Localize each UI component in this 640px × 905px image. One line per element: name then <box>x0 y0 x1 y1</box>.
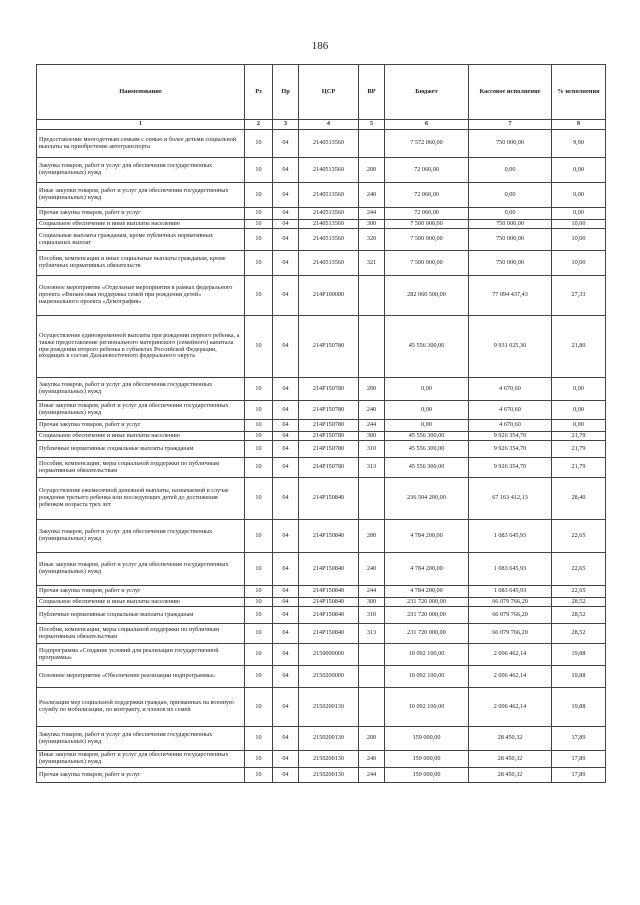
item-name: Основное мероприятие «Отдельные мероприятия в рамках федерального проекта «Финансовая поддержка семей при рождении детей» национального проекта «Демография» <box>37 276 245 316</box>
item-budget: 0,00 <box>385 401 469 420</box>
table-row <box>37 420 606 432</box>
item-cash: 1 083 645,93 <box>469 586 552 598</box>
item-percent: 0,00 <box>552 158 606 183</box>
item-name: Пособия, компенсации и иные социальные выплаты гражданам, кроме публичных нормативных обязательств <box>37 251 245 276</box>
table-row <box>37 598 606 607</box>
item-name: Закупка товаров, работ и услуг для обеспечения государственных (муниципальных) нужд <box>37 727 245 751</box>
item-name: Иные закупки товаров, работ и услуг для обеспечения государственных (муниципальных) нужд <box>37 751 245 768</box>
item-budget: 4 784 200,00 <box>385 586 469 598</box>
item-name: Социальное обеспечение и иные выплаты населению <box>37 220 245 229</box>
item-pr: 04 <box>273 520 299 553</box>
item-pr: 04 <box>273 229 299 251</box>
item-name: Предоставление многодетным семьям с семью и более детьми социальной выплаты на приобретение автотранспорта <box>37 130 245 158</box>
item-budget: 282 060 500,00 <box>385 276 469 316</box>
item-csr: 2140513560 <box>299 183 359 208</box>
item-cash: 2 006 462,14 <box>469 666 552 688</box>
item-rz: 10 <box>245 441 273 458</box>
item-percent: 28,52 <box>552 624 606 644</box>
item-csr: 2150000000 <box>299 644 359 666</box>
item-vr: 240 <box>359 553 385 586</box>
item-csr: 2140513560 <box>299 130 359 158</box>
item-pr: 04 <box>273 688 299 727</box>
item-cash: 2 006 462,14 <box>469 644 552 666</box>
item-percent: 9,90 <box>552 130 606 158</box>
item-csr: 214P150780 <box>299 316 359 378</box>
item-percent: 22,65 <box>552 553 606 586</box>
item-vr: 200 <box>359 378 385 401</box>
item-cash: 750 000,00 <box>469 251 552 276</box>
item-csr: 2140513560 <box>299 251 359 276</box>
item-csr: 2150200130 <box>299 688 359 727</box>
column-number: 7 <box>469 120 552 130</box>
item-rz: 10 <box>245 768 273 783</box>
item-name: Иные закупки товаров, работ и услуг для обеспечения государственных (муниципальных) нужд <box>37 401 245 420</box>
item-rz: 10 <box>245 432 273 441</box>
item-vr: 240 <box>359 751 385 768</box>
item-pr: 04 <box>273 378 299 401</box>
item-vr: 310 <box>359 441 385 458</box>
item-cash: 0,00 <box>469 158 552 183</box>
table-row <box>37 183 606 208</box>
item-cash: 66 079 766,20 <box>469 607 552 624</box>
item-percent: 21,80 <box>552 316 606 378</box>
table-row <box>37 220 606 229</box>
item-vr: 244 <box>359 768 385 783</box>
item-name: Осуществление единовременной выплаты при рождении первого ребенка, а также предоставление регионального материнского (семейного) капитала при рождении второго ребенка в субъектах Российской Федерации, входящих в состав Дальневосточного федерального округа <box>37 316 245 378</box>
item-cash: 0,00 <box>469 208 552 220</box>
item-percent: 27,33 <box>552 276 606 316</box>
item-percent: 21,79 <box>552 458 606 478</box>
item-percent: 19,88 <box>552 666 606 688</box>
item-vr <box>359 478 385 520</box>
item-percent: 17,89 <box>552 768 606 783</box>
item-pr: 04 <box>273 624 299 644</box>
item-percent: 21,79 <box>552 432 606 441</box>
item-rz: 10 <box>245 220 273 229</box>
item-pr: 04 <box>273 401 299 420</box>
item-csr: 214P150780 <box>299 378 359 401</box>
item-name: Осуществление ежемесячной денежной выплаты, назначаемой в случае рождения третьего ребенка или последующих детей до достижения ребенком возраста трех лет <box>37 478 245 520</box>
item-cash: 750 000,00 <box>469 229 552 251</box>
item-percent: 28,52 <box>552 607 606 624</box>
item-cash: 9 926 354,70 <box>469 458 552 478</box>
page-number: 186 <box>311 40 329 52</box>
table-row <box>37 432 606 441</box>
item-pr: 04 <box>273 768 299 783</box>
header-cash: Кассовое исполнение <box>469 65 552 120</box>
item-cash: 77 094 437,43 <box>469 276 552 316</box>
item-pr: 04 <box>273 553 299 586</box>
item-percent: 10,00 <box>552 251 606 276</box>
item-vr <box>359 644 385 666</box>
item-csr: 214P150780 <box>299 401 359 420</box>
item-rz: 10 <box>245 607 273 624</box>
item-csr: 214P150840 <box>299 478 359 520</box>
table-row <box>37 441 606 458</box>
item-pr: 04 <box>273 751 299 768</box>
item-vr <box>359 666 385 688</box>
item-budget: 45 556 300,00 <box>385 432 469 441</box>
column-number: 4 <box>299 120 359 130</box>
item-rz: 10 <box>245 401 273 420</box>
table-row <box>37 520 606 553</box>
item-percent: 0,00 <box>552 420 606 432</box>
item-name: Закупка товаров, работ и услуг для обеспечения государственных (муниципальных) нужд <box>37 158 245 183</box>
table-row <box>37 644 606 666</box>
item-budget: 72 060,00 <box>385 183 469 208</box>
item-pr: 04 <box>273 316 299 378</box>
item-budget: 0,00 <box>385 420 469 432</box>
item-cash: 750 000,00 <box>469 220 552 229</box>
item-pr: 04 <box>273 220 299 229</box>
table-row <box>37 378 606 401</box>
item-pr: 04 <box>273 644 299 666</box>
item-budget: 231 720 000,00 <box>385 624 469 644</box>
item-name: Прочая закупка товаров, работ и услуг <box>37 420 245 432</box>
item-percent: 17,89 <box>552 751 606 768</box>
item-cash: 66 079 766,20 <box>469 598 552 607</box>
item-cash: 28 450,32 <box>469 727 552 751</box>
table-row <box>37 768 606 783</box>
item-name: Реализация мер социальной поддержки граждан, призванных на военную службу по мобилизации, по контракту, и членов их семей <box>37 688 245 727</box>
item-budget: 0,00 <box>385 378 469 401</box>
item-budget: 4 784 200,00 <box>385 520 469 553</box>
item-budget: 72 060,00 <box>385 208 469 220</box>
item-name: Закупка товаров, работ и услуг для обеспечения государственных (муниципальных) нужд <box>37 378 245 401</box>
table-row <box>37 229 606 251</box>
table-row <box>37 688 606 727</box>
item-budget: 7 572 060,00 <box>385 130 469 158</box>
item-name: Прочая закупка товаров, работ и услуг <box>37 768 245 783</box>
item-csr: 2140513560 <box>299 220 359 229</box>
item-vr: 300 <box>359 598 385 607</box>
item-rz: 10 <box>245 229 273 251</box>
item-pr: 04 <box>273 586 299 598</box>
item-rz: 10 <box>245 208 273 220</box>
item-percent: 0,00 <box>552 378 606 401</box>
item-budget: 159 000,00 <box>385 768 469 783</box>
item-budget: 45 556 300,00 <box>385 441 469 458</box>
item-pr: 04 <box>273 666 299 688</box>
table-row <box>37 401 606 420</box>
item-budget: 231 720 000,00 <box>385 598 469 607</box>
item-vr: 321 <box>359 251 385 276</box>
item-budget: 4 784 200,00 <box>385 553 469 586</box>
budget-execution-table <box>36 64 606 783</box>
item-vr: 320 <box>359 229 385 251</box>
header-name: Наименование <box>37 65 245 120</box>
table-row <box>37 553 606 586</box>
item-cash: 66 079 766,20 <box>469 624 552 644</box>
item-csr: 214P150840 <box>299 520 359 553</box>
item-rz: 10 <box>245 624 273 644</box>
item-pr: 04 <box>273 158 299 183</box>
item-rz: 10 <box>245 666 273 688</box>
table-row <box>37 727 606 751</box>
item-vr: 244 <box>359 586 385 598</box>
item-cash: 1 083 645,93 <box>469 520 552 553</box>
item-cash: 28 450,32 <box>469 751 552 768</box>
item-percent: 28,52 <box>552 598 606 607</box>
item-budget: 231 720 000,00 <box>385 607 469 624</box>
item-pr: 04 <box>273 420 299 432</box>
item-name: Закупка товаров, работ и услуг для обеспечения государственных (муниципальных) нужд <box>37 520 245 553</box>
item-pr: 04 <box>273 727 299 751</box>
column-number: 5 <box>359 120 385 130</box>
item-pr: 04 <box>273 441 299 458</box>
item-rz: 10 <box>245 420 273 432</box>
item-name: Основное мероприятие «Обеспечение реализации подпрограммы» <box>37 666 245 688</box>
table-row <box>37 458 606 478</box>
item-name: Иные закупки товаров, работ и услуг для обеспечения государственных (муниципальных) нужд <box>37 553 245 586</box>
item-name: Иные закупки товаров, работ и услуг для обеспечения государственных (муниципальных) нужд <box>37 183 245 208</box>
table-row <box>37 607 606 624</box>
item-budget: 10 092 100,00 <box>385 688 469 727</box>
item-cash: 4 670,60 <box>469 378 552 401</box>
item-pr: 04 <box>273 130 299 158</box>
item-csr: 2140513560 <box>299 229 359 251</box>
item-budget: 72 060,00 <box>385 158 469 183</box>
item-name: Социальное обеспечение и иные выплаты населению <box>37 432 245 441</box>
item-csr: 2140513560 <box>299 158 359 183</box>
header-percent: % исполнения <box>552 65 606 120</box>
item-csr: 214P150840 <box>299 598 359 607</box>
item-budget: 236 504 200,00 <box>385 478 469 520</box>
item-budget: 7 500 000,00 <box>385 220 469 229</box>
item-vr <box>359 130 385 158</box>
item-vr: 244 <box>359 420 385 432</box>
item-vr: 200 <box>359 158 385 183</box>
item-name: Пособия, компенсации, меры социальной поддержки по публичным нормативным обязательствам <box>37 458 245 478</box>
item-rz: 10 <box>245 458 273 478</box>
item-rz: 10 <box>245 644 273 666</box>
item-pr: 04 <box>273 251 299 276</box>
item-vr <box>359 688 385 727</box>
item-rz: 10 <box>245 751 273 768</box>
item-csr: 214P150840 <box>299 586 359 598</box>
item-percent: 0,00 <box>552 208 606 220</box>
column-number: 1 <box>37 120 245 130</box>
item-name: Социальное обеспечение и иные выплаты населению <box>37 598 245 607</box>
item-pr: 04 <box>273 276 299 316</box>
column-number-row <box>37 120 606 130</box>
item-name: Публичные нормативные социальные выплаты гражданам <box>37 441 245 458</box>
item-name: Пособия, компенсации, меры социальной поддержки по публичным нормативным обязательствам <box>37 624 245 644</box>
item-budget: 45 556 300,00 <box>385 458 469 478</box>
table-row <box>37 276 606 316</box>
item-rz: 10 <box>245 553 273 586</box>
item-rz: 10 <box>245 130 273 158</box>
item-vr: 300 <box>359 432 385 441</box>
item-csr: 214P150840 <box>299 624 359 644</box>
column-number: 6 <box>385 120 469 130</box>
item-name: Публичные нормативные социальные выплаты гражданам <box>37 607 245 624</box>
item-cash: 2 006 462,14 <box>469 688 552 727</box>
item-csr: 2140513560 <box>299 208 359 220</box>
header-rz: Рз <box>245 65 273 120</box>
item-rz: 10 <box>245 520 273 553</box>
item-rz: 10 <box>245 158 273 183</box>
item-pr: 04 <box>273 432 299 441</box>
item-budget: 159 000,00 <box>385 751 469 768</box>
item-percent: 22,65 <box>552 586 606 598</box>
item-csr: 2150200130 <box>299 727 359 751</box>
item-cash: 9 926 354,70 <box>469 441 552 458</box>
item-percent: 28,40 <box>552 478 606 520</box>
item-cash: 750 000,00 <box>469 130 552 158</box>
item-csr: 214P150780 <box>299 420 359 432</box>
table-header-row <box>37 65 606 120</box>
item-cash: 67 163 412,13 <box>469 478 552 520</box>
item-pr: 04 <box>273 478 299 520</box>
item-csr: 214P150780 <box>299 441 359 458</box>
item-vr: 310 <box>359 607 385 624</box>
item-csr: 214P150840 <box>299 607 359 624</box>
item-budget: 10 092 100,00 <box>385 644 469 666</box>
item-rz: 10 <box>245 276 273 316</box>
item-vr: 200 <box>359 727 385 751</box>
item-rz: 10 <box>245 586 273 598</box>
table-row <box>37 666 606 688</box>
header-csr: ЦСР <box>299 65 359 120</box>
item-vr: 300 <box>359 220 385 229</box>
item-budget: 7 500 000,00 <box>385 229 469 251</box>
item-rz: 10 <box>245 727 273 751</box>
item-csr: 2150200000 <box>299 666 359 688</box>
item-percent: 19,88 <box>552 688 606 727</box>
item-budget: 159 000,00 <box>385 727 469 751</box>
item-percent: 19,88 <box>552 644 606 666</box>
item-vr: 240 <box>359 183 385 208</box>
item-vr: 244 <box>359 208 385 220</box>
item-rz: 10 <box>245 478 273 520</box>
item-percent: 0,00 <box>552 183 606 208</box>
item-pr: 04 <box>273 183 299 208</box>
item-pr: 04 <box>273 607 299 624</box>
table-row <box>37 478 606 520</box>
table-row <box>37 130 606 158</box>
item-name: Прочая закупка товаров, работ и услуг <box>37 586 245 598</box>
item-csr: 2150200130 <box>299 768 359 783</box>
item-percent: 22,65 <box>552 520 606 553</box>
header-budget: Бюджет <box>385 65 469 120</box>
header-pr: Пр <box>273 65 299 120</box>
item-csr: 214P150780 <box>299 432 359 441</box>
column-number: 3 <box>273 120 299 130</box>
item-rz: 10 <box>245 378 273 401</box>
item-csr: 214P100000 <box>299 276 359 316</box>
item-vr <box>359 276 385 316</box>
item-percent: 10,00 <box>552 220 606 229</box>
item-budget: 7 500 000,00 <box>385 251 469 276</box>
item-vr: 313 <box>359 458 385 478</box>
item-vr: 240 <box>359 401 385 420</box>
table-row <box>37 158 606 183</box>
item-csr: 2150200130 <box>299 751 359 768</box>
header-vr: ВР <box>359 65 385 120</box>
table-row <box>37 208 606 220</box>
item-name: Социальные выплаты гражданам, кроме публичных нормативных социальных выплат <box>37 229 245 251</box>
column-number: 2 <box>245 120 273 130</box>
item-pr: 04 <box>273 208 299 220</box>
item-rz: 10 <box>245 316 273 378</box>
item-name: Прочая закупка товаров, работ и услуг <box>37 208 245 220</box>
item-cash: 28 450,32 <box>469 768 552 783</box>
item-cash: 4 670,60 <box>469 420 552 432</box>
item-rz: 10 <box>245 688 273 727</box>
table-row <box>37 251 606 276</box>
item-csr: 214P150780 <box>299 458 359 478</box>
item-cash: 0,00 <box>469 183 552 208</box>
item-percent: 21,79 <box>552 441 606 458</box>
item-vr <box>359 316 385 378</box>
item-vr: 313 <box>359 624 385 644</box>
column-number: 8 <box>552 120 606 130</box>
item-rz: 10 <box>245 598 273 607</box>
item-cash: 1 083 645,93 <box>469 553 552 586</box>
item-percent: 17,89 <box>552 727 606 751</box>
table-row <box>37 586 606 598</box>
item-name: Подпрограмма «Создание условий для реализации государственной программы» <box>37 644 245 666</box>
item-budget: 10 092 100,00 <box>385 666 469 688</box>
item-cash: 9 926 354,70 <box>469 432 552 441</box>
item-pr: 04 <box>273 458 299 478</box>
item-cash: 4 670,60 <box>469 401 552 420</box>
item-budget: 45 556 300,00 <box>385 316 469 378</box>
table-row <box>37 316 606 378</box>
item-cash: 9 931 025,30 <box>469 316 552 378</box>
item-rz: 10 <box>245 251 273 276</box>
item-percent: 10,00 <box>552 229 606 251</box>
item-csr: 214P150840 <box>299 553 359 586</box>
table-row <box>37 624 606 644</box>
item-rz: 10 <box>245 183 273 208</box>
item-vr: 200 <box>359 520 385 553</box>
item-pr: 04 <box>273 598 299 607</box>
item-percent: 0,00 <box>552 401 606 420</box>
table-row <box>37 751 606 768</box>
